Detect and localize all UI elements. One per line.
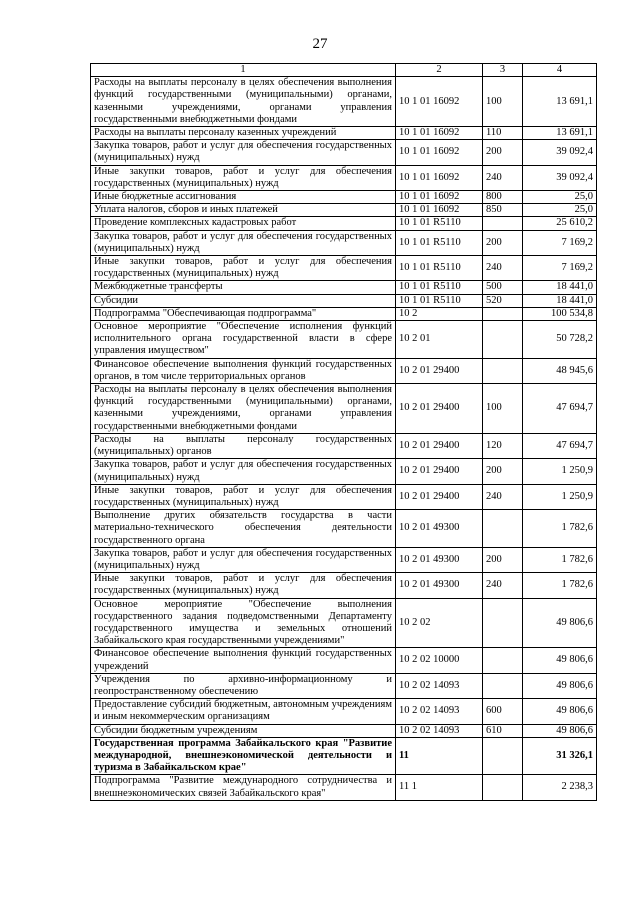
- row-type-cell: 600: [483, 699, 523, 724]
- row-code-cell: 10 2 01 29400: [396, 459, 483, 484]
- row-name-cell: Иные закупки товаров, работ и услуг для обеспечения государственных (муниципальных) нужд: [91, 484, 396, 509]
- table-row: [91, 294, 597, 307]
- row-code-cell: 10 2 02 14093: [396, 724, 483, 737]
- table-row: [91, 77, 597, 127]
- row-code-cell: 10 1 01 R5110: [396, 256, 483, 281]
- row-type-cell: 200: [483, 459, 523, 484]
- row-code-cell: 10 2 01: [396, 321, 483, 359]
- row-amount-cell: 1 250,9: [523, 459, 597, 484]
- budget-table: [90, 63, 597, 801]
- row-code-cell: 10 1 01 16092: [396, 165, 483, 190]
- row-name-cell: Подпрограмма "Обеспечивающая подпрограмма": [91, 307, 396, 320]
- row-name-cell: Закупка товаров, работ и услуг для обеспечения государственных (муниципальных) нужд: [91, 459, 396, 484]
- row-type-cell: [483, 737, 523, 775]
- row-code-cell: 10 1 01 16092: [396, 204, 483, 217]
- row-name-cell: Закупка товаров, работ и услуг для обеспечения государственных (муниципальных) нужд: [91, 547, 396, 572]
- row-amount-cell: 49 806,6: [523, 673, 597, 698]
- row-name-cell: Расходы на выплаты персоналу в целях обеспечения выполнения функций государственными (муниципальными) органами, казенными учреждениями, органами управления государственными внебюджетными фондами: [91, 384, 396, 434]
- row-name-cell: Основное мероприятие "Обеспечение выполнения государственного задания подведомственными Департаменту государственного имущества и земельных отношений Забайкальского края государственными учреждениями": [91, 598, 396, 648]
- row-type-cell: [483, 510, 523, 548]
- table-row: [91, 191, 597, 204]
- row-amount-cell: 2 238,3: [523, 775, 597, 800]
- row-amount-cell: 25,0: [523, 191, 597, 204]
- table-row: [91, 673, 597, 698]
- table-row: [91, 256, 597, 281]
- row-name-cell: Закупка товаров, работ и услуг для обеспечения государственных (муниципальных) нужд: [91, 230, 396, 255]
- table-row: [91, 140, 597, 165]
- row-amount-cell: 39 092,4: [523, 140, 597, 165]
- table-row: [91, 358, 597, 383]
- table-row: [91, 433, 597, 458]
- row-name-cell: Учреждения по архивно-информационному и геопространственному обеспечению: [91, 673, 396, 698]
- row-code-cell: 10 1 01 R5110: [396, 230, 483, 255]
- row-code-cell: 10 1 01 16092: [396, 191, 483, 204]
- row-type-cell: 240: [483, 256, 523, 281]
- table-row: [91, 510, 597, 548]
- row-type-cell: [483, 321, 523, 359]
- table-row: [91, 127, 597, 140]
- row-type-cell: [483, 775, 523, 800]
- row-code-cell: 11 1: [396, 775, 483, 800]
- row-name-cell: Основное мероприятие "Обеспечение исполнения функций исполнительного органа государственной власти в сфере управления имуществом": [91, 321, 396, 359]
- table-row: [91, 307, 597, 320]
- row-amount-cell: 49 806,6: [523, 724, 597, 737]
- row-code-cell: 10 2 01 49300: [396, 510, 483, 548]
- table-row: [91, 573, 597, 598]
- row-name-cell: Предоставление субсидий бюджетным, автономным учреждениям и иным некоммерческим организациям: [91, 699, 396, 724]
- row-name-cell: Государственная программа Забайкальского края "Развитие международной, внешнеэкономической деятельности и туризма в Забайкальском крае": [91, 737, 396, 775]
- table-row: [91, 547, 597, 572]
- row-amount-cell: 47 694,7: [523, 384, 597, 434]
- row-name-cell: Иные закупки товаров, работ и услуг для обеспечения государственных (муниципальных) нужд: [91, 256, 396, 281]
- row-type-cell: [483, 673, 523, 698]
- row-amount-cell: 1 782,6: [523, 510, 597, 548]
- row-code-cell: 10 2 02: [396, 598, 483, 648]
- row-code-cell: 10 1 01 R5110: [396, 281, 483, 294]
- table-row: [91, 204, 597, 217]
- row-code-cell: 10 2: [396, 307, 483, 320]
- row-amount-cell: 7 169,2: [523, 256, 597, 281]
- row-type-cell: 500: [483, 281, 523, 294]
- header-row: [91, 64, 597, 77]
- header-col-3: 3: [483, 64, 523, 77]
- row-code-cell: 10 2 01 49300: [396, 547, 483, 572]
- row-code-cell: 10 1 01 R5110: [396, 294, 483, 307]
- table-row: [91, 230, 597, 255]
- row-amount-cell: 100 534,8: [523, 307, 597, 320]
- row-code-cell: 10 1 01 16092: [396, 140, 483, 165]
- row-code-cell: 10 1 01 16092: [396, 77, 483, 127]
- row-amount-cell: 25,0: [523, 204, 597, 217]
- row-code-cell: 10 2 02 14093: [396, 673, 483, 698]
- row-name-cell: Иные бюджетные ассигнования: [91, 191, 396, 204]
- row-name-cell: Уплата налогов, сборов и иных платежей: [91, 204, 396, 217]
- row-type-cell: [483, 217, 523, 230]
- row-name-cell: Подпрограмма "Развитие международного сотрудничества и внешнеэкономических связей Забайкальского края": [91, 775, 396, 800]
- row-type-cell: 240: [483, 573, 523, 598]
- row-amount-cell: 47 694,7: [523, 433, 597, 458]
- row-name-cell: Финансовое обеспечение выполнения функций государственных учреждений: [91, 648, 396, 673]
- table-row: [91, 737, 597, 775]
- table-body: [91, 77, 597, 801]
- table-row: [91, 775, 597, 800]
- row-code-cell: 10 2 01 29400: [396, 358, 483, 383]
- row-code-cell: 10 2 01 49300: [396, 573, 483, 598]
- row-name-cell: Межбюджетные трансферты: [91, 281, 396, 294]
- row-code-cell: 10 2 02 14093: [396, 699, 483, 724]
- row-amount-cell: 1 250,9: [523, 484, 597, 509]
- row-name-cell: Закупка товаров, работ и услуг для обеспечения государственных (муниципальных) нужд: [91, 140, 396, 165]
- row-code-cell: 10 2 01 29400: [396, 433, 483, 458]
- row-amount-cell: 1 782,6: [523, 547, 597, 572]
- row-type-cell: 120: [483, 433, 523, 458]
- header-col-2: 2: [396, 64, 483, 77]
- row-name-cell: Расходы на выплаты персоналу казенных учреждений: [91, 127, 396, 140]
- header-col-1: 1: [91, 64, 396, 77]
- row-type-cell: 200: [483, 547, 523, 572]
- row-code-cell: 10 1 01 16092: [396, 127, 483, 140]
- row-code-cell: 10 2 01 29400: [396, 484, 483, 509]
- row-amount-cell: 50 728,2: [523, 321, 597, 359]
- row-name-cell: Проведение комплексных кадастровых работ: [91, 217, 396, 230]
- row-name-cell: Финансовое обеспечение выполнения функций государственных органов, в том числе территориальных органов: [91, 358, 396, 383]
- row-type-cell: 520: [483, 294, 523, 307]
- row-amount-cell: 49 806,6: [523, 699, 597, 724]
- row-name-cell: Расходы на выплаты персоналу государственных (муниципальных) органов: [91, 433, 396, 458]
- table-row: [91, 321, 597, 359]
- row-name-cell: Иные закупки товаров, работ и услуг для обеспечения государственных (муниципальных) нужд: [91, 165, 396, 190]
- row-name-cell: Выполнение других обязательств государства в части материально-технического обеспечения деятельности государственного органа: [91, 510, 396, 548]
- row-code-cell: 10 2 01 29400: [396, 384, 483, 434]
- table-row: [91, 384, 597, 434]
- row-type-cell: [483, 307, 523, 320]
- row-type-cell: 800: [483, 191, 523, 204]
- table-row: [91, 648, 597, 673]
- row-name-cell: Расходы на выплаты персоналу в целях обеспечения выполнения функций государственными (муниципальными) органами, казенными учреждениями, органами управления государственными внебюджетными фондами: [91, 77, 396, 127]
- row-type-cell: 610: [483, 724, 523, 737]
- row-type-cell: [483, 358, 523, 383]
- row-amount-cell: 1 782,6: [523, 573, 597, 598]
- row-amount-cell: 39 092,4: [523, 165, 597, 190]
- page-number: 27: [312, 36, 328, 52]
- row-type-cell: 110: [483, 127, 523, 140]
- row-type-cell: 200: [483, 230, 523, 255]
- row-amount-cell: 31 326,1: [523, 737, 597, 775]
- row-name-cell: Иные закупки товаров, работ и услуг для обеспечения государственных (муниципальных) нужд: [91, 573, 396, 598]
- row-amount-cell: 13 691,1: [523, 127, 597, 140]
- header-col-4: 4: [523, 64, 597, 77]
- row-type-cell: 240: [483, 165, 523, 190]
- table-row: [91, 281, 597, 294]
- row-name-cell: Субсидии: [91, 294, 396, 307]
- row-amount-cell: 18 441,0: [523, 281, 597, 294]
- row-type-cell: 240: [483, 484, 523, 509]
- row-amount-cell: 48 945,6: [523, 358, 597, 383]
- table-row: [91, 598, 597, 648]
- table-row: [91, 459, 597, 484]
- row-amount-cell: 25 610,2: [523, 217, 597, 230]
- row-amount-cell: 49 806,6: [523, 598, 597, 648]
- row-type-cell: [483, 648, 523, 673]
- row-code-cell: 10 1 01 R5110: [396, 217, 483, 230]
- row-type-cell: 200: [483, 140, 523, 165]
- row-amount-cell: 13 691,1: [523, 77, 597, 127]
- row-code-cell: 11: [396, 737, 483, 775]
- row-amount-cell: 18 441,0: [523, 294, 597, 307]
- table-row: [91, 217, 597, 230]
- row-type-cell: 100: [483, 77, 523, 127]
- row-amount-cell: 49 806,6: [523, 648, 597, 673]
- table-row: [91, 699, 597, 724]
- row-type-cell: 100: [483, 384, 523, 434]
- row-code-cell: 10 2 02 10000: [396, 648, 483, 673]
- table-row: [91, 165, 597, 190]
- row-amount-cell: 7 169,2: [523, 230, 597, 255]
- table-row: [91, 724, 597, 737]
- table-row: [91, 484, 597, 509]
- table-header: [91, 64, 597, 77]
- row-type-cell: 850: [483, 204, 523, 217]
- row-type-cell: [483, 598, 523, 648]
- row-name-cell: Субсидии бюджетным учреждениям: [91, 724, 396, 737]
